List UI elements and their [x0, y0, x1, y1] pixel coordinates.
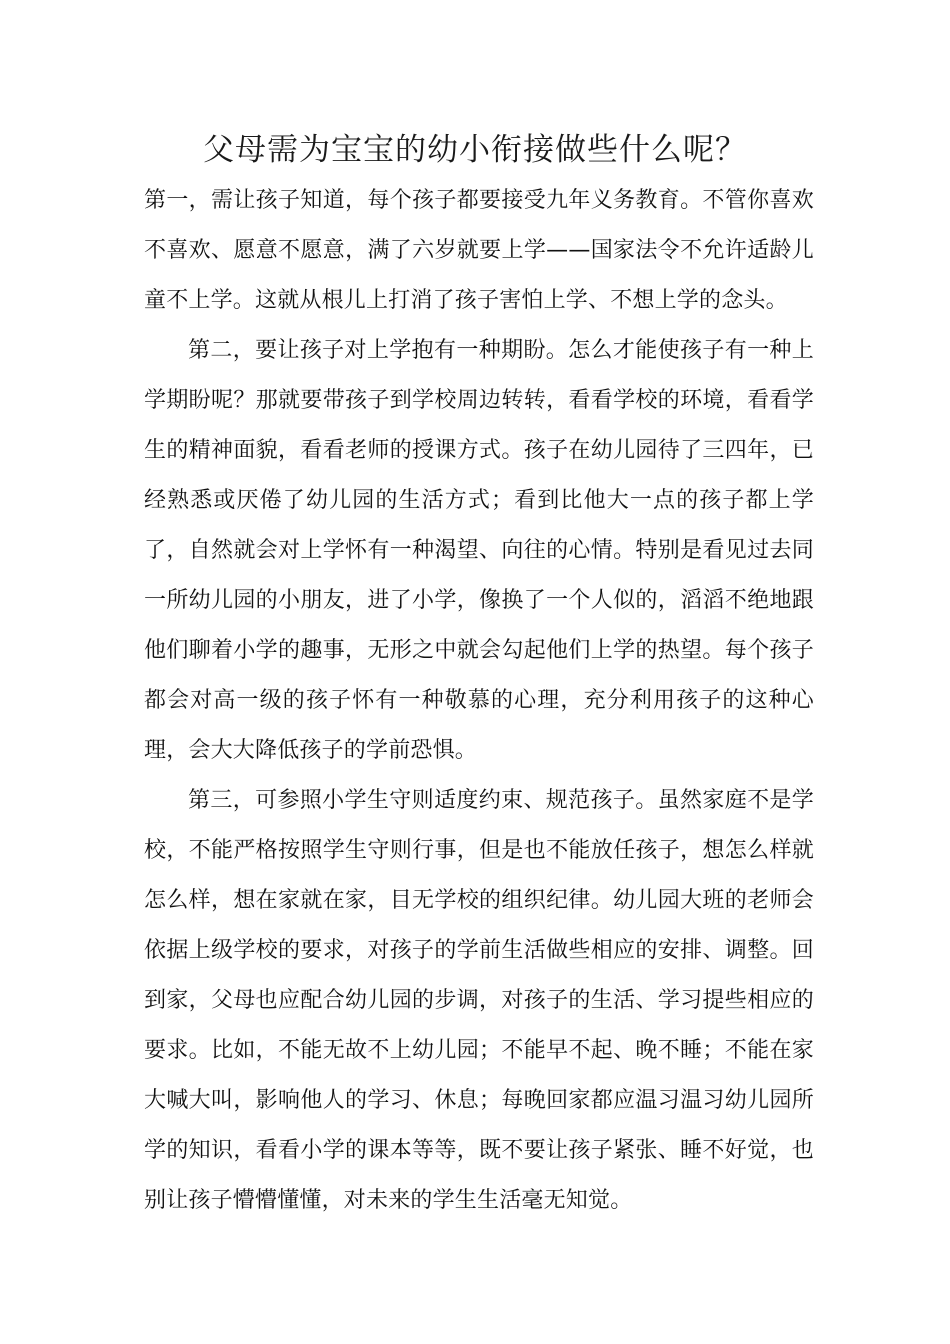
paragraph-third: 第三，可参照小学生守则适度约束、规范孩子。虽然家庭不是学校，不能严格按照学生守则行事，但是也不能放任孩子，想怎么样就怎么样，想在家就在家，目无学校的组织纪律。幼儿园大班的老师会依据上级学校的要求，对孩子的学前生活做些相应的安排、调整。回到家，父母也应配合幼儿园的步调，对孩子的生活、学习提些相应的要求。比如，不能无故不上幼儿园；不能早不起、晚不睡；不能在家大喊大叫，影响他人的学习、休息；每晚回家都应温习温习幼儿园所学的知识，看看小学的课本等等，既不要让孩子紧张、睡不好觉，也别让孩子懵懵懂懂，对未来的学生生活毫无知觉。: [144, 788, 814, 1213]
document-title: 父母需为宝宝的幼小衔接做些什么呢？: [203, 132, 747, 168]
paragraph-first: 第一，需让孩子知道，每个孩子都要接受九年义务教育。不管你喜欢不喜欢、愿意不愿意，满了六岁就要上学——国家法令不允许适龄儿童不上学。这就从根儿上打消了孩子害怕上学、不想上学的念头。: [144, 188, 814, 313]
paragraph-second: 第二，要让孩子对上学抱有一种期盼。怎么才能使孩子有一种上学期盼呢？那就要带孩子到学校周边转转，看看学校的环境，看看学生的精神面貌，看看老师的授课方式。孩子在幼儿园待了三四年，已经熟悉或厌倦了幼儿园的生活方式；看到比他大一点的孩子都上学了，自然就会对上学怀有一种渴望、向往的心情。特别是看见过去同一所幼儿园的小朋友，进了小学，像换了一个人似的，滔滔不绝地跟他们聊着小学的趣事，无形之中就会勾起他们上学的热望。每个孩子都会对高一级的孩子怀有一种敬慕的心理，充分利用孩子的这种心理，会大大降低孩子的学前恐惧。: [144, 338, 814, 763]
document-body: [144, 176, 814, 1226]
